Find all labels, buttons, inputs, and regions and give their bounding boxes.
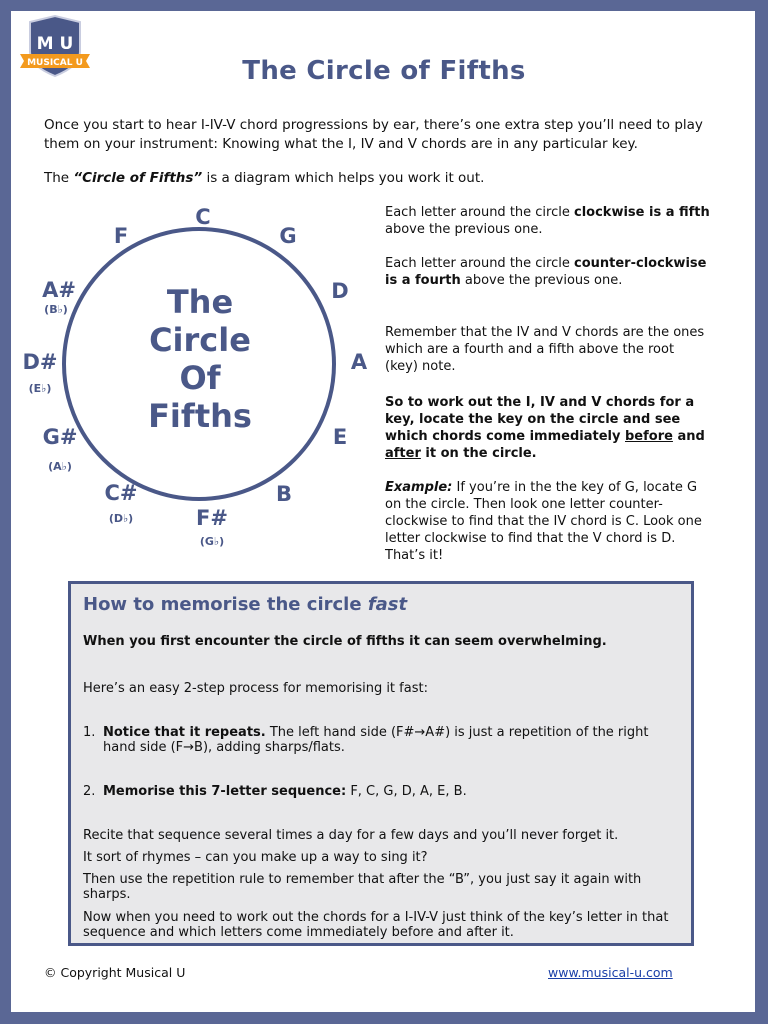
- step-1: 1. Notice that it repeats. The left hand side (F#→A#) is just a repetition of the right hand side (F→B), adding sharps/flats.: [83, 725, 649, 755]
- counter-clockwise-rule: Each letter around the circle counter-clockwise is a fourth above the previous one.: [385, 256, 707, 288]
- circle-center-word-4: Fifths: [148, 397, 252, 435]
- note-c-sharp: C#: [104, 481, 138, 505]
- box-bold-line: When you first encounter the circle of fifths it can seem overwhelming.: [83, 634, 607, 649]
- note-b: B: [275, 482, 293, 506]
- note-e: E: [332, 425, 348, 449]
- note-a-sharp: A#: [42, 278, 76, 302]
- rhymes-line: It sort of rhymes – can you make up a way to sing it?: [83, 850, 428, 865]
- intro-paragraph-1: Once you start to hear I-IV-V chord progressions by ear, there’s one extra step you’ll need to play them on your instrument: Knowing what the I, IV and V chords are in any particular key.: [44, 117, 703, 152]
- logo-initials: M U: [36, 34, 74, 54]
- circle-center-word-3: Of: [179, 359, 221, 397]
- circle-center-word-1: The: [166, 283, 234, 321]
- note-g-sharp: G#: [42, 425, 78, 449]
- note-a-sharp-alt: (B♭): [44, 303, 68, 316]
- intro-paragraph-2: The “Circle of Fifths” is a diagram which helps you work it out.: [44, 170, 485, 186]
- repetition-line: Then use the repetition rule to remember that after the “B”, you just say it again with sharps.: [83, 872, 642, 902]
- note-d-sharp: D#: [22, 350, 58, 374]
- website-link[interactable]: www.musical-u.com: [548, 965, 673, 980]
- note-c: C: [195, 205, 211, 229]
- note-c-sharp-alt: (D♭): [108, 512, 134, 525]
- circle-of-fifths-diagram: [0, 195, 385, 560]
- box-heading: How to memorise the circle fast: [83, 594, 408, 615]
- note-d-sharp-alt: (E♭): [28, 382, 52, 395]
- note-d: D: [331, 279, 349, 303]
- note-f-sharp-alt: (G♭): [199, 535, 225, 548]
- note-g-sharp-alt: (A♭): [48, 460, 72, 473]
- how-to-work-out: So to work out the I, IV and V chords for a key, locate the key on the circle and see which chords come immediately before and after it on the circle.: [385, 395, 705, 461]
- note-f-sharp: F#: [196, 506, 228, 530]
- iv-v-note: Remember that the IV and V chords are the ones which are a fourth and a fifth above the root (key) note.: [385, 325, 705, 374]
- note-g: G: [279, 224, 297, 248]
- box-easy-line: Here’s an easy 2-step process for memorising it fast:: [83, 681, 428, 696]
- example-paragraph: Example: If you’re in the the key of G, locate G on the circle. Then look one letter counter-clockwise to find that the IV chord is C. Look one letter clockwise to find that the V chord is D. That’s it!: [385, 480, 702, 563]
- circle-center-word-2: Circle: [149, 321, 251, 359]
- copyright: © Copyright Musical U: [44, 965, 186, 980]
- step-2: 2. Memorise this 7-letter sequence: F, C, G, D, A, E, B.: [83, 784, 467, 799]
- page-title: The Circle of Fifths: [242, 56, 526, 86]
- work-out-line: Now when you need to work out the chords for a I-IV-V just think of the key’s letter in that sequence and which letters come immediately before and after it.: [83, 910, 669, 940]
- clockwise-rule: Each letter around the circle clockwise is a fifth above the previous one.: [385, 205, 710, 237]
- recite-line: Recite that sequence several times a day for a few days and you’ll never forget it.: [83, 828, 619, 843]
- memorise-box: [68, 581, 694, 946]
- logo-banner: MUSICAL U: [27, 58, 83, 68]
- note-f: F: [113, 224, 129, 248]
- note-a: A: [350, 350, 368, 374]
